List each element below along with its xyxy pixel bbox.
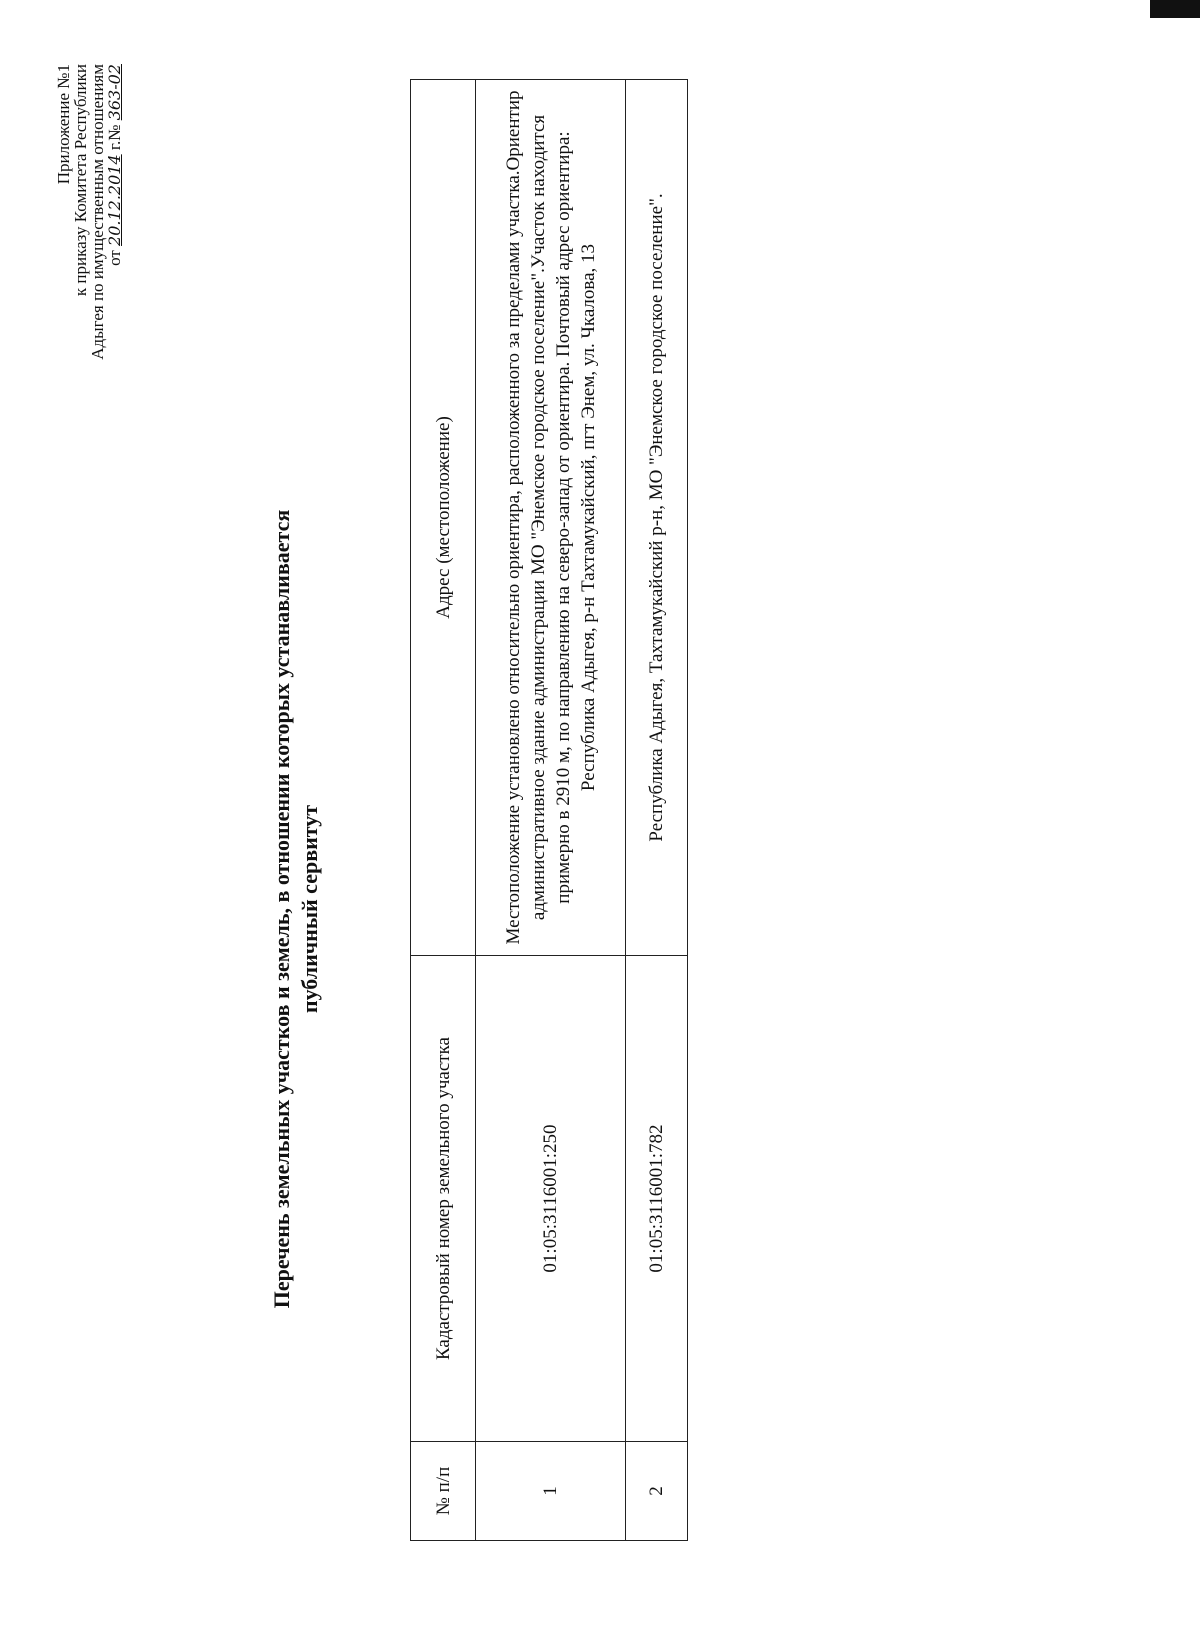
row-cadastral: 01:05:3116001:250 [476,956,626,1442]
land-plots-table [410,79,688,1541]
document-title-line2: публичный сервитут [297,804,322,1014]
annex-committee-line: Адыгея по имущественным отношениям [88,64,107,360]
annex-date-prefix: от [105,250,124,266]
row-num: 1 [476,1442,626,1541]
header-num: № п/п [411,1442,476,1541]
annex-number-value: 363-02 [105,64,124,121]
annex-date-line [106,64,123,444]
table-row [626,80,688,1541]
annex-title: Приложение №1 [54,64,73,185]
annex-order-line: к приказу Комитета Республики [71,64,90,297]
row-address: Местоположение установлено относительно ориентира, расположенного за пределами участка.Ориентир административное здание администрации МО "Энемское городское поселение".Участок находится примерно в 2910 м, по направлению на северо-запад от ориентира. Почтовый адрес ориентира: Республика Адыгея, р-н Тахтамукайский, пгт Энем, ул. Чкалова, 13 [476,80,626,956]
document-title [268,359,324,1459]
annex-number-prefix: г.№ [105,124,124,151]
table-row [476,80,626,1541]
header-cadastral: Кадастровый номер земельного участка [411,956,476,1442]
header-address: Адрес (местоположение) [411,80,476,956]
row-num: 2 [626,1442,688,1541]
annex-date-value: 20.12.2014 [105,154,124,246]
table-header-row [411,80,476,1541]
row-cadastral: 01:05:3116001:782 [626,956,688,1442]
annex-header [55,64,123,444]
row-address: Республика Адыгея, Тахтамукайский р-н, МО "Энемское городское поселение". [626,80,688,956]
document-title-line1: Перечень земельных участков и земель, в отношении которых устанавливается [269,509,294,1309]
